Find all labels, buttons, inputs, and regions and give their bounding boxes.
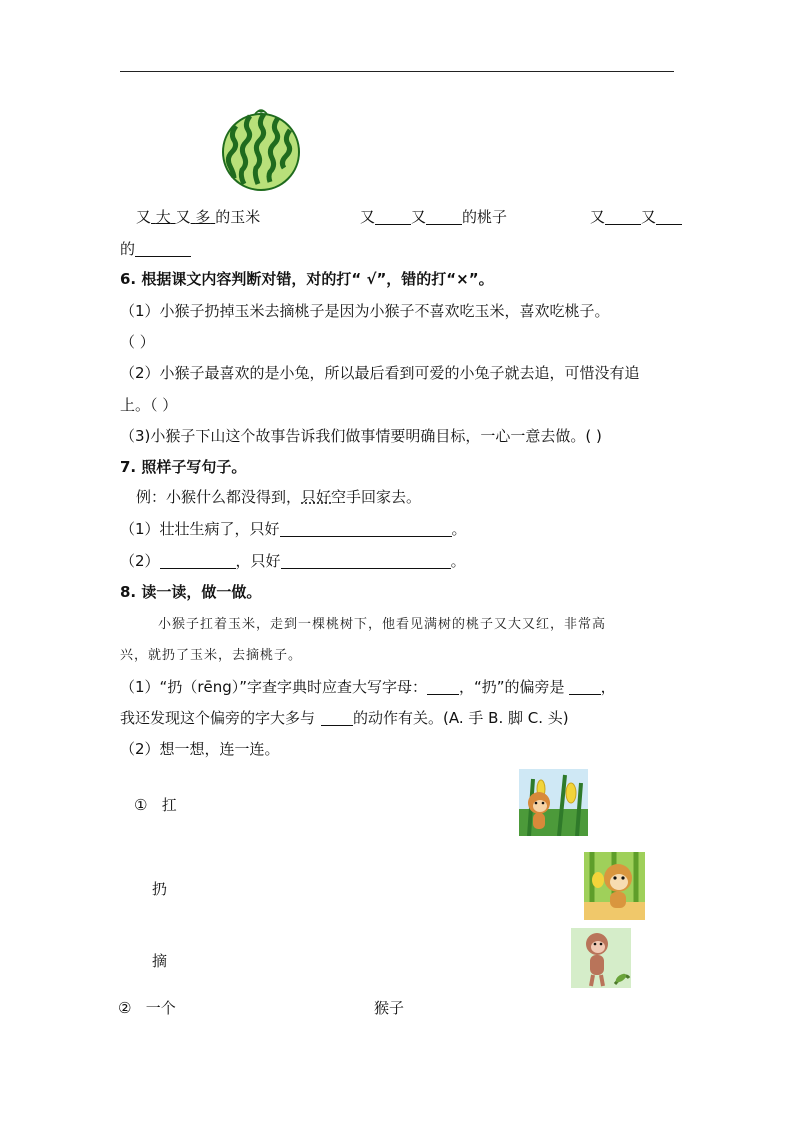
- q7-item1-blank[interactable]: [280, 520, 452, 537]
- q7-item2-blank1[interactable]: [160, 552, 236, 569]
- q8-passage-line2: 兴，就扔了玉米，去摘桃子。: [120, 648, 303, 663]
- q7-item2-blank2[interactable]: [281, 552, 451, 569]
- top-rule: [120, 71, 674, 72]
- word-zhai[interactable]: 摘: [152, 952, 168, 970]
- q6-item1-answer[interactable]: （ ）: [120, 333, 155, 351]
- q8-letter-blank[interactable]: [427, 678, 459, 695]
- q5-example-corn: 又 大 又 多 的玉米: [136, 208, 261, 226]
- q7-example: 例：小猴什么都没得到，只好空手回家去。: [136, 488, 422, 506]
- monkey-holding-image[interactable]: [584, 852, 645, 920]
- word-reng[interactable]: 扔: [152, 880, 168, 898]
- q5-third-blank: 又 又: [590, 206, 682, 227]
- q8-passage-line1: 小猴子扛着玉米，走到一棵桃树下，他看见满树的桃子又大又红，非常高: [158, 617, 607, 632]
- q8-sub1-line2: 我还发现这个偏旁的字大多与 的动作有关。(A. 手 B. 脚 C. 头): [120, 709, 569, 727]
- word-kang[interactable]: 扛: [161, 796, 177, 814]
- q6-item2-cont[interactable]: 上。（ ）: [120, 396, 178, 414]
- word-yige[interactable]: 一个: [145, 999, 176, 1017]
- q8-action-blank[interactable]: [321, 709, 353, 726]
- match-group2: ② 一个: [118, 999, 176, 1017]
- q7-title: 7. 照样子写句子。: [120, 458, 247, 476]
- q6-title: 6. 根据课文内容判断对错，对的打“ √”，错的打“×”。: [120, 270, 494, 288]
- q7-item2: （2） ，只好 。: [120, 552, 466, 570]
- match-group1: ① 扛: [134, 796, 177, 814]
- word-houzi[interactable]: 猴子: [374, 999, 405, 1017]
- watermelon-image: [220, 104, 302, 192]
- q7-item1: （1）壮壮生病了，只好 。: [120, 520, 467, 538]
- q6-item3[interactable]: （3)小猴子下山这个故事告诉我们做事情要明确目标，一心一意去做。( ): [120, 427, 602, 445]
- q8-sub1: （1）“扔（rēng）”字查字典时应查大写字母： ，“扔”的偏旁是 ，: [120, 678, 616, 696]
- monkey-standing-image[interactable]: [571, 928, 631, 988]
- q5-third-blank-cont: 的: [120, 238, 191, 259]
- q8-title: 8. 读一读，做一做。: [120, 583, 262, 601]
- monkey-carry-corn-image[interactable]: [519, 769, 588, 836]
- q6-item1: （1）小猴子扔掉玉米去摘桃子是因为小猴子不喜欢吃玉米，喜欢吃桃子。: [120, 302, 610, 320]
- q8-radical-blank[interactable]: [569, 678, 601, 695]
- q8-sub2: （2）想一想，连一连。: [120, 740, 280, 758]
- q5-peach-blank: 又 又 的桃子: [360, 208, 508, 226]
- q6-item2: （2）小猴子最喜欢的是小兔，所以最后看到可爱的小兔子就去追，可惜没有追: [120, 364, 640, 382]
